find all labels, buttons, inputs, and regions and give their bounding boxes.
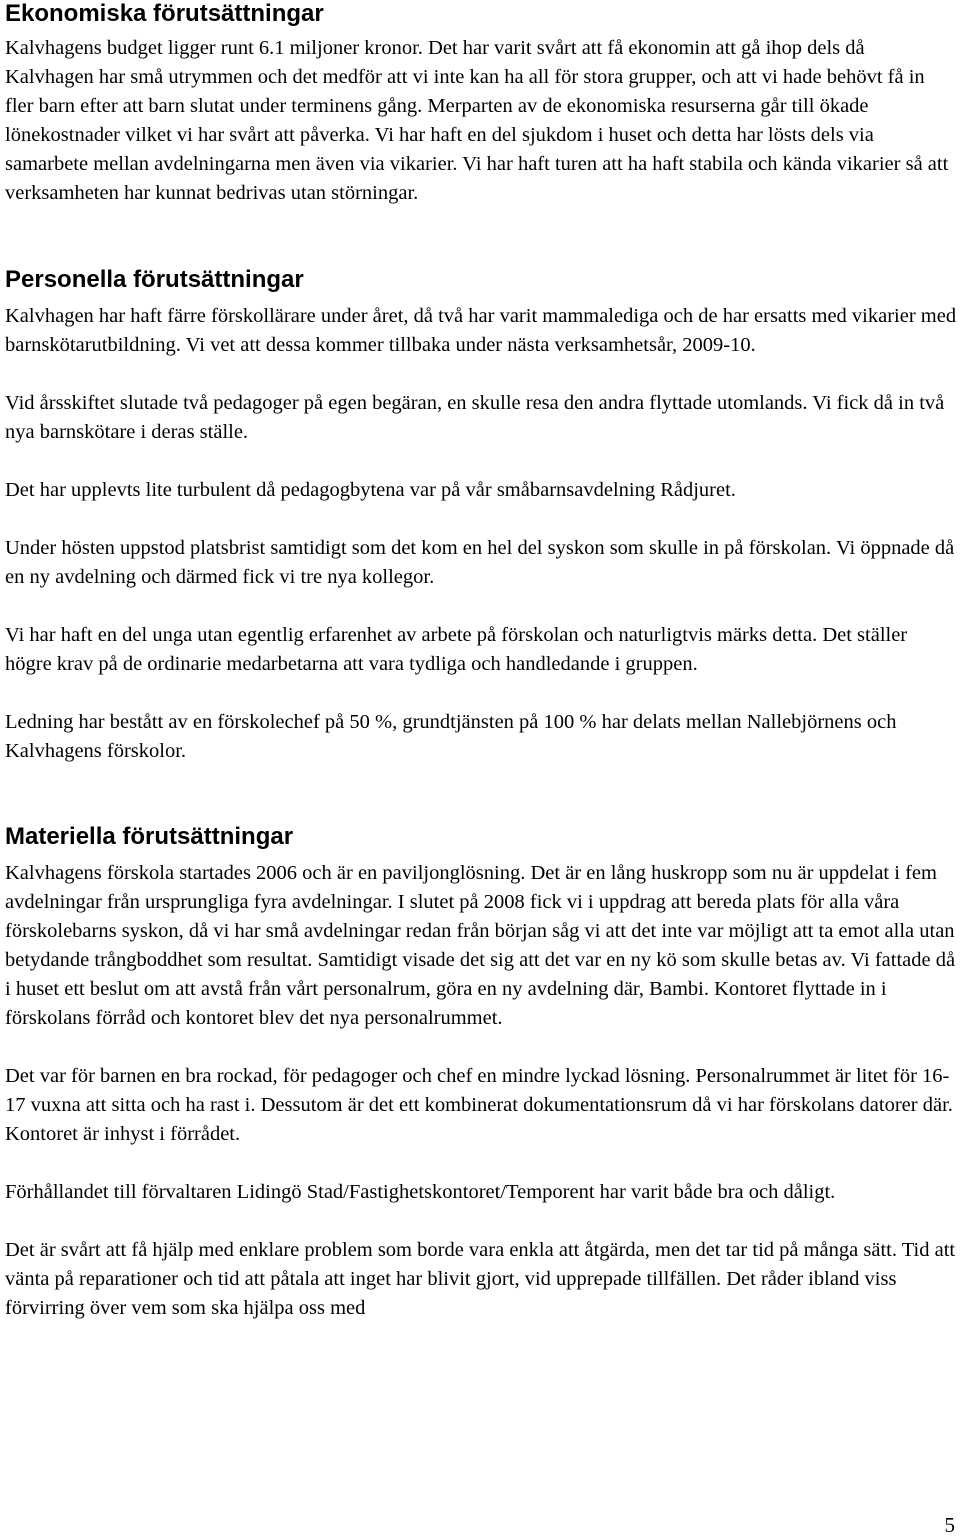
paragraph-budget: Kalvhagens budget ligger runt 6.1 miljoner kronor. Det har varit svårt att få ekonomin att gå ihop dels då Kalvhagen har små utrymmen och det medför att vi inte kan ha all för stora grupper, och att vi hade behövt få in fler barn efter att barn slutat under terminens gång. Merparten av de ekonomiska resurserna går till ökade lönekostnader vilket vi har svårt att påverka. Vi har haft en del sjukdom i huset och detta har lösts dels via samarbete mellan avdelningarna men även via vikarier. Vi har haft turen att ha haft stabila och kända vikarier så att verksamheten har kunnat bedrivas utan störningar. <box>5 37 949 204</box>
paragraph-unga: Vi har haft en del unga utan egentlig erfarenhet av arbete på förskolan och naturligtvis märks detta. Det ställer högre krav på de ordinarie medarbetarna att vara tydliga och handledande i gruppen. <box>5 624 908 675</box>
paragraph-turbulent: Det har upplevts lite turbulent då pedagogbytena var på vår småbarnsavdelning Rådjuret. <box>5 479 736 501</box>
paragraph-hjalp: Det är svårt att få hjälp med enklare problem som borde vara enkla att åtgärda, men det tar tid på många sätt. Tid att vänta på reparationer och tid att påtala att inget har blivit gjort, vid upprepade tillfällen. Det råder ibland viss förvirring över vem som ska hjälpa oss med <box>5 1239 956 1319</box>
heading-personella: Personella förutsättningar <box>5 266 304 293</box>
page-number: 5 <box>944 1513 955 1537</box>
paragraph-ledning: Ledning har bestått av en förskolechef på 50 %, grundtjänsten på 100 % har delats mellan Nallebjörnens och Kalvhagens förskolor. <box>5 711 897 762</box>
paragraph-paviljong: Kalvhagens förskola startades 2006 och är en paviljonglösning. Det är en lång huskropp som nu är uppdelat i fem avdelningar från ursprungliga fyra avdelningar. I slutet på 2008 fick vi i uppdrag att bereda plats för alla våra förskolebarns syskon, då vi har små avdelningar redan från början såg vi att det inte var möjligt att ta emot alla utan betydande trångboddhet som resultat. Samtidigt visade det sig att det var en ny kö som skulle betas av. Vi fattade då i huset ett beslut om att avstå från vårt personalrum, göra en ny avdelning där, Bambi. Kontoret flyttade in i förskolans förråd och kontoret blev det nya personalrummet. <box>5 862 956 1029</box>
paragraph-platsbrist: Under hösten uppstod platsbrist samtidigt som det kom en hel del syskon som skulle in på förskolan. Vi öppnade då en ny avdelning och därmed fick vi tre nya kollegor. <box>5 537 955 588</box>
paragraph-arsskiftet: Vid årsskiftet slutade två pedagoger på egen begäran, en skulle resa den andra flyttade utomlands. Vi fick då in två nya barnskötare i deras ställe. <box>5 392 945 443</box>
document-page <box>5 0 957 1323</box>
paragraph-rockad: Det var för barnen en bra rockad, för pedagoger och chef en mindre lyckad lösning. Personalrummet är litet för 16-17 vuxna att sitta och ha rast i. Dessutom är det ett kombinerat dokumentationsrum då vi har förskolans datorer där. Kontoret är inhyst i förrådet. <box>5 1065 953 1145</box>
paragraph-forskollarare: Kalvhagen har haft färre förskollärare under året, då två har varit mammalediga och de har ersatts med vikarier med barnskötarutbildning. Vi vet att dessa kommer tillbaka under nästa verksamhetsår, 2009-10. <box>5 305 957 356</box>
paragraph-forvaltaren: Förhållandet till förvaltaren Lidingö Stad/Fastighetskontoret/Temporent har varit både bra och dåligt. <box>5 1181 836 1203</box>
heading-materiella: Materiella förutsättningar <box>5 823 294 850</box>
heading-ekonomiska: Ekonomiska förutsättningar <box>5 0 324 27</box>
